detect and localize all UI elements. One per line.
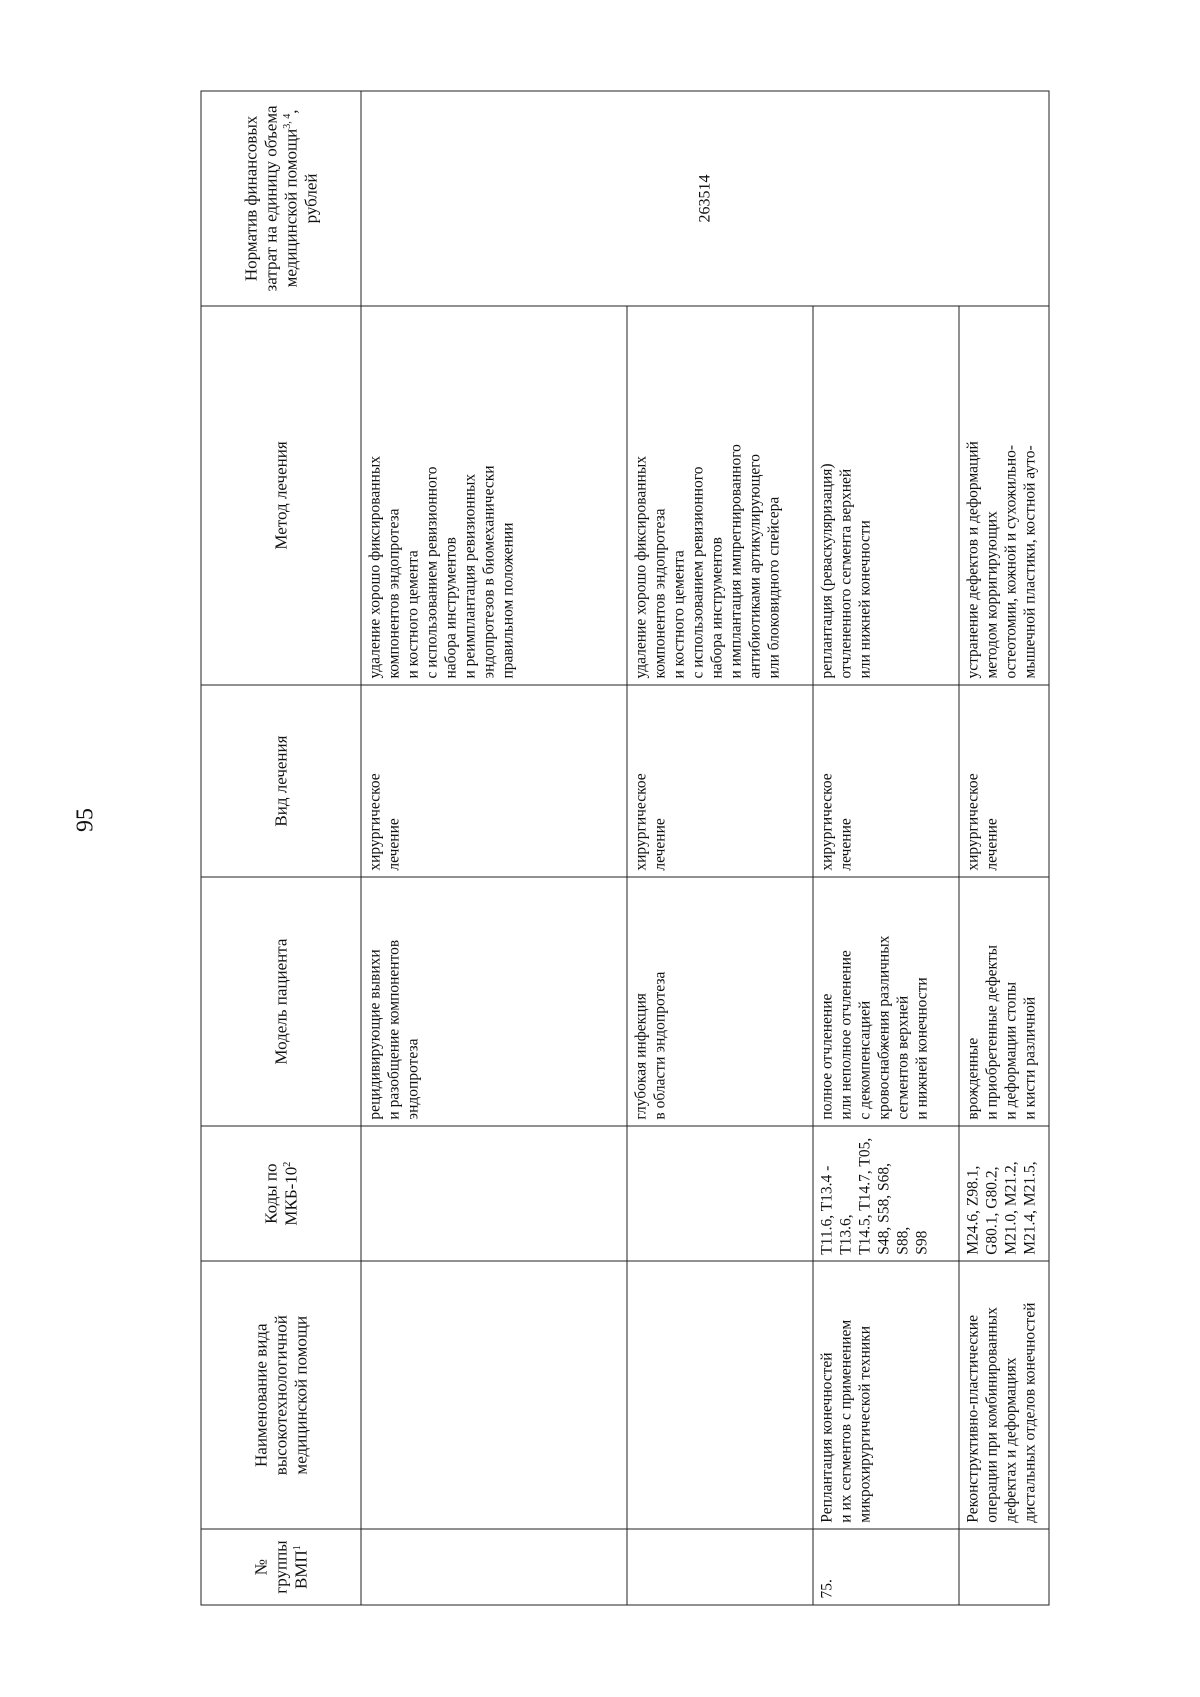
cell-patient-model: рецидивирующие вывихи и разобщение компонентов эндопротеза: [361, 877, 627, 1126]
table-header-row: [201, 91, 361, 1605]
cell-treatment-method: устранение дефектов и деформаций методом корригирующих остеотомии, кожной и сухожильно- мышечной пластики, костной ауто-: [959, 306, 1049, 685]
cell-patient-model: полное отчленение или неполное отчленение с декомпенсацией кровоснабжения различных сегментов верхней и нижней конечности: [813, 877, 959, 1126]
cell-cost-standard: 263514: [361, 91, 1049, 306]
header-icd-codes: Коды по МКБ-$10^2$: [201, 1126, 361, 1261]
header-vmp-name: Наименование вида высокотехнологичной медицинской помощи: [201, 1261, 361, 1529]
cell-patient-model: глубокая инфекция в области эндопротеза: [627, 877, 813, 1126]
table-row: [959, 91, 1049, 1605]
cell-vmp-name: [361, 1261, 627, 1529]
table-row: [627, 91, 813, 1605]
cell-vmp-name: [627, 1261, 813, 1529]
rotated-table-sheet: [200, 91, 1038, 1606]
cell-icd-codes: [627, 1126, 813, 1261]
cell-treatment-method: удаление хорошо фиксированных компонентов эндопротеза и костного цемента с использованием ревизионного набора инструментов и имплантация импрегнированного антибиотиками артикулирующего или блоковидного спейсера: [627, 306, 813, 685]
cell-patient-model: врожденные и приобретенные дефекты и деформации стопы и кисти различной: [959, 877, 1049, 1126]
table-row: [813, 91, 959, 1605]
header-group-number: № группы ВМП$^1$: [201, 1529, 361, 1605]
table-row: [361, 91, 627, 1605]
cell-treatment-method: удаление хорошо фиксированных компонентов эндопротеза и костного цемента с использованием ревизионного набора инструментов и реимплантация ревизионных эндопротезов в биомеханически правильном положении: [361, 306, 627, 685]
cell-treatment-type: хирургическое лечение: [627, 685, 813, 877]
cell-icd-codes: T11.6, T13.4 - T13.6, T14.5, T14.7, T05, S48, S58, S68, S88, S98: [813, 1126, 959, 1261]
cell-treatment-type: хирургическое лечение: [959, 685, 1049, 877]
header-cost-standard: Норматив финансовых затрат на единицу объема медицинской помощи$^{3, 4}$, рублей: [201, 91, 361, 306]
cell-group-number: [627, 1529, 813, 1605]
cell-group-number: [361, 1529, 627, 1605]
cell-vmp-name: Реконструктивно-пластические операции при комбинированных дефектах и деформациях дистальных отделов конечностей: [959, 1261, 1049, 1529]
cell-group-number: [959, 1529, 1049, 1605]
vmp-table: [200, 91, 1049, 1606]
cell-treatment-type: хирургическое лечение: [813, 685, 959, 877]
header-treatment-method: Метод лечения: [201, 306, 361, 685]
cell-icd-codes: M24.6, Z98.1, G80.1, G80.2, M21.0, M21.2, M21.4, M21.5,: [959, 1126, 1049, 1261]
header-patient-model: Модель пациента: [201, 877, 361, 1126]
cell-vmp-name: Реплантация конечностей и их сегментов с применением микрохирургической техники: [813, 1261, 959, 1529]
cell-group-number: 75.: [813, 1529, 959, 1605]
cell-treatment-method: реплантация (реваскуляризация) отчлененного сегмента верхней или нижней конечности: [813, 306, 959, 685]
cell-icd-codes: [361, 1126, 627, 1261]
cell-treatment-type: хирургическое лечение: [361, 685, 627, 877]
header-treatment-type: Вид лечения: [201, 685, 361, 877]
